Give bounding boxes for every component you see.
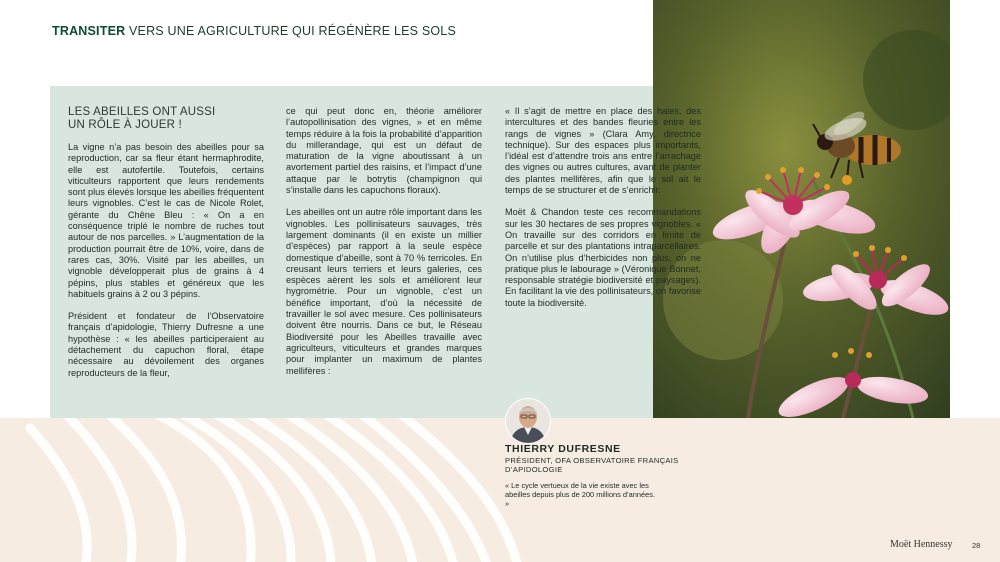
fingerprint-swirl-pattern	[0, 418, 1000, 562]
col3-paragraph-1: « Il s’agit de mettre en place des haies, des intercultures et des bandes fleuries entre les rangs de vignes » (Clara Amy, directrice technique). Sur des espaces plus importants, l’idéal est d’attendre trois ans entre l’arrachage des vignes ou autres cultures, avant de planter des plantes mellifères, afin que le sol ait le temps de se structurer et de s’enrichir.	[505, 106, 701, 196]
header-rest: VERS UNE AGRICULTURE QUI RÉGÉNÈRE LES SOLS	[125, 24, 456, 38]
header-strong: TRANSITER	[52, 24, 126, 38]
brand-logo: Moët Hennessy	[890, 539, 953, 550]
column-3	[505, 106, 701, 320]
col2-paragraph-1: ce qui peut donc en, théorie améliorer l’autopollinisation des vignes, » et en même temps réduire à la fois la probabilité d’apparition du millerandage, qui est un défaut de maturation de la vigne aboutissant à un avortement partiel des raisins, et l’impact d’une attaque par le botrytis (champignon qui s’installe dans les capuchons floraux).	[286, 106, 482, 196]
person-role: PRÉSIDENT, OFA OBSERVATOIRE FRANÇAIS D’APIDOLOGIE	[505, 456, 679, 474]
page-number: 28	[972, 541, 981, 550]
portrait-icon	[506, 399, 550, 443]
section-title	[68, 106, 264, 132]
column-2	[286, 106, 482, 388]
person-name: THIERRY DUFRESNE	[505, 443, 621, 455]
col3-paragraph-2: Moët & Chandon teste ces recommandations sur les 30 hectares de ses propres vignobles. « On travaille sur des corridors en limite de parcelle et sur des plantations intraparcellaires. On n’utilise plus d’herbicides non plus, on ne pratique plus le labourage » (Véronique Bonnet, responsable stratégie biodiversité et paysages). En facilitant la vie des pollinisateurs, on favorise toute la biodiversité.	[505, 207, 701, 308]
col1-paragraph-2: Président et fondateur de l’Observatoire français d’apidologie, Thierry Dufresne a une hypothèse : « les abeilles participeraient au détachement du capuchon floral, étape nécessaire au dévoilement des organes reproducteurs de la fleur,	[68, 311, 264, 378]
col2-paragraph-2: Les abeilles ont un autre rôle important dans les vignobles. Les pollinisateurs sauvages, très largement dominants (il en existe un millier d’espèces) par rapport à la seule espèce domestique d’abeille, sont à 70 % terricoles. En creusant leurs terriers et leurs galeries, ces espèces aèrent les sols et améliorent leur hygrométrie. Pour un vignoble, c’est un bénéfice important, d’où la nécessité de travailler le sol avec mesure. Ces pollinisateurs doivent être nourris. Dans ce but, le Réseau Biodiversité pour les Abeilles travaille avec agriculteurs, viticulteurs et grandes marques pour implanter un maximum de plantes mellifères :	[286, 207, 482, 376]
col1-paragraph-1: La vigne n’a pas besoin des abeilles pour sa reproduction, car sa fleur étant hermaphrodite, elle est autofertile. Toutefois, certains viticulteurs rapportent que leurs rendements sont plus élevés lorsque les abeilles fréquentent leurs vignobles. C’est le cas de Nicole Rolet, gérante du Chêne Bleu : « On a en conséquence triplé le nombre de ruches tout autour de nos parcelles. » L’augmentation de la production pourrait être de 10%, voire, dans de rares cas, 30%. Visité par les abeilles, un vignoble développerait plus de grains à 4 pépins, plus stables et généreux que les habituels grains à 2 ou 3 pépins.	[68, 142, 264, 299]
section-title-line-1: LES ABEILLES ONT AUSSI	[68, 106, 216, 118]
avatar	[505, 398, 551, 444]
person-quote: « Le cycle vertueux de la vie existe avec les abeilles depuis plus de 200 millions d’années. »	[505, 481, 655, 508]
section-title-line-2: UN RÔLE À JOUER !	[68, 119, 182, 131]
column-1	[68, 106, 264, 390]
page-header	[52, 24, 456, 38]
bottom-band	[0, 418, 1000, 562]
